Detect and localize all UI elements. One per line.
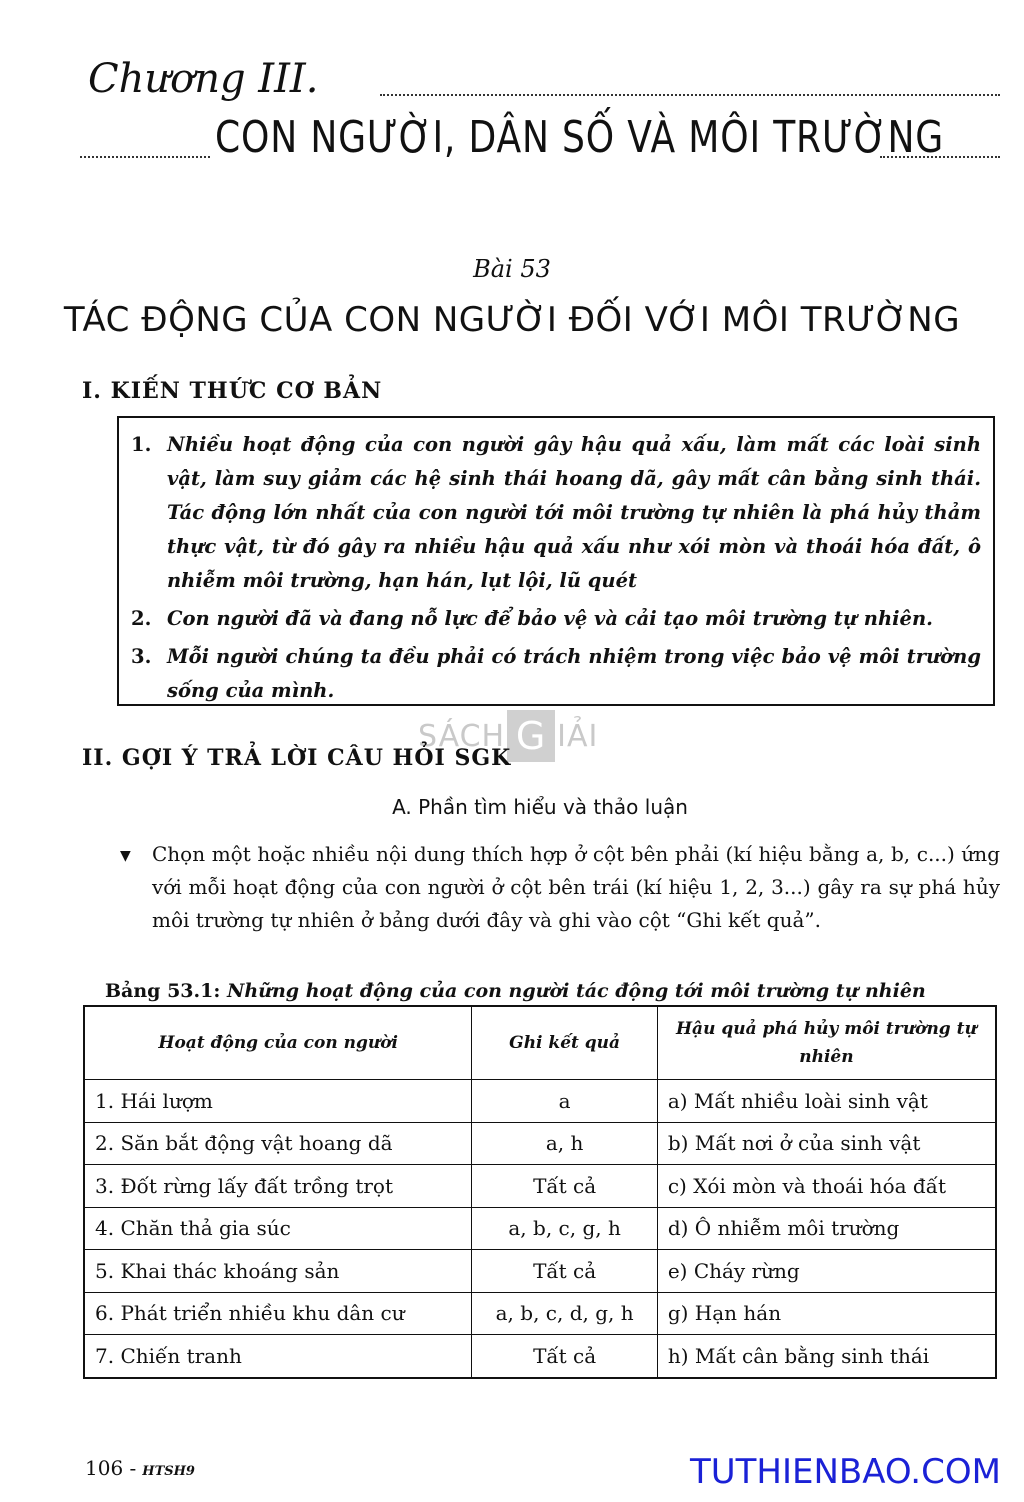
consequence-cell: g) Hạn hán [657, 1292, 996, 1335]
column-header-activity: Hoạt động của con người [84, 1006, 472, 1080]
result-cell: a, b, c, d, g, h [472, 1292, 657, 1335]
knowledge-item [131, 640, 981, 708]
watermark-text-left: SÁCH [418, 718, 506, 754]
page-number: 106 - [85, 1456, 137, 1480]
item-text: Con người đã và đang nỗ lực để bảo vệ và cải tạo môi trường tự nhiên. [167, 607, 933, 630]
consequence-cell: h) Mất cân bằng sinh thái [657, 1335, 996, 1378]
activities-table [83, 1005, 997, 1379]
section-heading-sgk-answers: II. GỢI Ý TRẢ LỜI CÂU HỎI SGK [82, 745, 512, 771]
triangle-bullet-icon: ▼ [120, 848, 131, 864]
item-number: 1. [131, 433, 152, 456]
table-caption-title: Những hoạt động của con người tác động tới môi trường tự nhiên [227, 980, 926, 1002]
page-footer [85, 1456, 195, 1480]
item-number: 2. [131, 607, 152, 630]
item-text: Mỗi người chúng ta đều phải có trách nhiệm trong việc bảo vệ môi trường sống của mình. [167, 645, 981, 702]
activity-cell: 1. Hái lượm [84, 1080, 472, 1123]
instruction-paragraph [120, 838, 1000, 937]
table-header-row [84, 1006, 996, 1080]
table-row [84, 1292, 996, 1335]
chapter-title-row [80, 112, 1000, 172]
consequence-cell: d) Ô nhiễm môi trường [657, 1207, 996, 1250]
chapter-title: CON NGƯỜI, DÂN SỐ VÀ MÔI TRƯỜNG [215, 112, 945, 163]
table-row [84, 1080, 996, 1123]
dotted-rule [380, 94, 1000, 96]
lesson-number: Bài 53 [473, 255, 551, 283]
column-header-consequence: Hậu quả phá hủy môi trường tự nhiên [657, 1006, 996, 1080]
instruction-text: Chọn một hoặc nhiều nội dung thích hợp ở cột bên phải (kí hiệu bằng a, b, c...) ứng với mỗi hoạt động của con người ở cột bên trái (kí hiệu 1, 2, 3...) gây ra sự phá hủy môi trường tự nhiên ở bảng dưới đây và ghi vào cột “Ghi kết quả”. [152, 842, 1000, 932]
knowledge-item [131, 602, 981, 636]
chapter-heading [80, 50, 1000, 110]
watermark-text-right: IẢI [557, 718, 599, 754]
activity-cell: 6. Phát triển nhiều khu dân cư [84, 1292, 472, 1335]
result-cell: Tất cả [472, 1165, 657, 1208]
site-watermark: TUTHIENBAO.COM [690, 1452, 1001, 1492]
item-text: Nhiều hoạt động của con người gây hậu quả xấu, làm mất các loài sinh vật, làm suy giảm các hệ sinh thái hoang dã, gây mất cân bằng sinh thái. Tác động lớn nhất của con người tới môi trường tự nhiên là phá hủy thảm thực vật, từ đó gây ra nhiều hậu quả xấu như xói mòn và thoái hóa đất, ô nhiễm môi trường, hạn hán, lụt lội, lũ quét [167, 433, 981, 592]
key-knowledge-box [117, 416, 995, 706]
table-row [84, 1250, 996, 1293]
dotted-rule [880, 156, 1000, 158]
activity-cell: 5. Khai thác khoáng sản [84, 1250, 472, 1293]
table-row [84, 1207, 996, 1250]
table-row [84, 1335, 996, 1378]
consequence-cell: b) Mất nơi ở của sinh vật [657, 1122, 996, 1165]
activity-cell: 2. Săn bắt động vật hoang dã [84, 1122, 472, 1165]
result-cell: Tất cả [472, 1335, 657, 1378]
book-code: HTSH9 [142, 1464, 195, 1479]
lesson-title: TÁC ĐỘNG CỦA CON NGƯỜI ĐỐI VỚI MÔI TRƯỜNG [63, 300, 961, 340]
consequence-cell: c) Xói mòn và thoái hóa đất [657, 1165, 996, 1208]
activity-cell: 7. Chiến tranh [84, 1335, 472, 1378]
table-row [84, 1165, 996, 1208]
result-cell: Tất cả [472, 1250, 657, 1293]
item-number: 3. [131, 645, 152, 668]
consequence-cell: e) Cháy rừng [657, 1250, 996, 1293]
result-cell: a [472, 1080, 657, 1123]
section-heading-basic-knowledge: I. KIẾN THỨC CƠ BẢN [82, 378, 383, 404]
consequence-cell: a) Mất nhiều loài sinh vật [657, 1080, 996, 1123]
knowledge-item [131, 428, 981, 598]
dotted-rule [80, 156, 210, 158]
part-a-heading: A. Phần tìm hiểu và thảo luận [392, 795, 688, 819]
result-cell: a, b, c, g, h [472, 1207, 657, 1250]
column-header-result: Ghi kết quả [472, 1006, 657, 1080]
chapter-label: Chương III. [88, 56, 319, 102]
watermark-logo-box: G [507, 710, 555, 762]
activity-cell: 3. Đốt rừng lấy đất trồng trọt [84, 1165, 472, 1208]
table-caption [105, 980, 926, 1002]
table-row [84, 1122, 996, 1165]
table-caption-label: Bảng 53.1: [105, 980, 221, 1002]
activity-cell: 4. Chăn thả gia súc [84, 1207, 472, 1250]
result-cell: a, h [472, 1122, 657, 1165]
